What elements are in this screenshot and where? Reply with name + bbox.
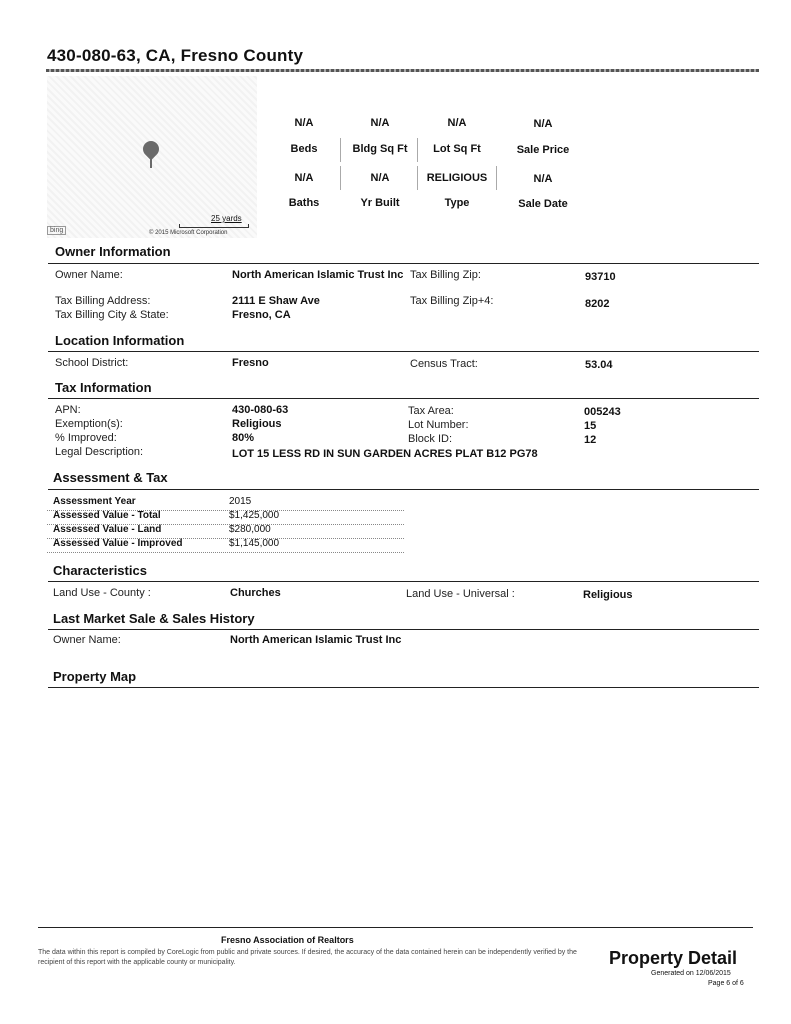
page-title: 430-080-63, CA, Fresno County (47, 46, 304, 65)
section-divider (48, 263, 759, 264)
stats-divider (417, 166, 418, 190)
legal-description-label: Legal Description: (55, 446, 144, 458)
tax-billing-address-label: Tax Billing Address: (55, 295, 151, 307)
assessment-row-value: $280,000 (229, 524, 271, 535)
sales-owner-name-label: Owner Name: (53, 634, 121, 646)
assessment-row-label: Assessed Value - Improved (53, 538, 183, 549)
land-use-universal-value: Religious (583, 589, 633, 601)
land-use-county-label: Land Use - County : (53, 587, 151, 599)
exemption-value: Religious (232, 418, 282, 430)
stats-divider (496, 166, 497, 190)
map-scale-bar (179, 224, 249, 228)
assessment-row (47, 496, 404, 511)
characteristics-heading: Characteristics (53, 563, 147, 578)
footer-disclaimer: The data within this report is compiled by CoreLogic from public and private sources. If desired, the accuracy of the data contained herein can be independently verified by the recipient of this report with the applicable county or municipality. (38, 949, 577, 966)
section-divider (48, 351, 759, 352)
apn-value: 430-080-63 (232, 404, 289, 416)
report-title: Property Detail (609, 948, 738, 968)
sale-price-label: Sale Price (516, 144, 570, 156)
owner-name-label: Owner Name: (55, 269, 123, 281)
section-divider (48, 398, 759, 399)
apn-label: APN: (55, 404, 81, 416)
map-provider-logo: bing (47, 226, 66, 235)
owner-name-value: North American Islamic Trust Inc (232, 269, 404, 281)
bldg-sqft-label: Bldg Sq Ft (352, 143, 408, 155)
assessment-row-value: 2015 (229, 496, 252, 507)
yr-built-label: Yr Built (360, 197, 400, 209)
stats-divider (340, 138, 341, 162)
lot-number-label: Lot Number: (408, 419, 469, 431)
section-divider (48, 489, 759, 490)
assessment-row-value: $1,145,000 (229, 538, 280, 549)
school-district-label: School District: (55, 357, 129, 369)
lot-sqft-label: Lot Sq Ft (433, 143, 481, 155)
improved-value: 80% (232, 432, 255, 444)
section-divider (48, 629, 759, 630)
beds-value: N/A (294, 117, 314, 129)
beds-label: Beds (290, 143, 318, 155)
baths-value: N/A (294, 172, 314, 184)
property-map-heading: Property Map (53, 669, 137, 684)
sales-owner-name-value: North American Islamic Trust Inc (230, 634, 402, 646)
sale-date-label: Sale Date (518, 198, 568, 210)
map-pin-stem (150, 156, 152, 168)
generated-date: Generated on 12/06/2015 (651, 970, 731, 977)
lot-sqft-value: N/A (447, 117, 467, 129)
yr-built-value: N/A (370, 172, 390, 184)
land-use-county-value: Churches (230, 587, 281, 599)
tax-billing-city-value: Fresno, CA (232, 309, 291, 321)
tax-area-label: Tax Area: (408, 405, 454, 417)
type-value: RELIGIOUS (426, 172, 488, 184)
sales-history-heading: Last Market Sale & Sales History (53, 611, 255, 626)
assessment-row (47, 524, 404, 539)
sale-price-value: N/A (533, 118, 553, 130)
assessment-row (47, 538, 404, 553)
page-number: Page 6 of 6 (708, 980, 744, 987)
type-label: Type (444, 197, 470, 209)
tax-area-value: 005243 (584, 406, 621, 418)
location-map[interactable] (47, 76, 257, 238)
tax-billing-city-label: Tax Billing City & State: (55, 309, 169, 321)
block-id-label: Block ID: (408, 433, 453, 445)
tax-billing-zip-value: 93710 (585, 271, 616, 283)
census-tract-label: Census Tract: (410, 358, 478, 370)
improved-label: % Improved: (55, 432, 117, 444)
owner-info-heading: Owner Information (55, 244, 171, 259)
assessment-row-value: $1,425,000 (229, 510, 280, 521)
location-info-heading: Location Information (55, 333, 185, 348)
baths-label: Baths (288, 197, 320, 209)
section-divider (48, 687, 759, 688)
tax-billing-address-value: 2111 E Shaw Ave (232, 295, 320, 307)
assessment-row-label: Assessed Value - Total (53, 510, 161, 521)
footer-organization: Fresno Association of Realtors (221, 935, 354, 945)
assessment-heading: Assessment & Tax (53, 470, 168, 485)
census-tract-value: 53.04 (585, 359, 613, 371)
assessment-row-label: Assessed Value - Land (53, 524, 162, 535)
assessment-row (47, 510, 404, 525)
stats-divider (417, 138, 418, 162)
sale-date-value: N/A (533, 173, 553, 185)
bldg-sqft-value: N/A (370, 117, 390, 129)
land-use-universal-label: Land Use - Universal : (406, 588, 515, 600)
tax-billing-zip-label: Tax Billing Zip: (410, 269, 481, 281)
tax-billing-zip4-value: 8202 (585, 298, 610, 310)
section-divider (48, 581, 759, 582)
footer-divider (38, 927, 753, 928)
tax-billing-zip4-label: Tax Billing Zip+4: (410, 295, 494, 307)
title-divider (46, 69, 759, 72)
map-scale-label: 25 yards (211, 214, 242, 223)
lot-number-value: 15 (584, 420, 597, 432)
assessment-row-label: Assessment Year (53, 496, 136, 507)
map-copyright: © 2015 Microsoft Corporation (149, 230, 228, 236)
school-district-value: Fresno (232, 357, 269, 369)
block-id-value: 12 (584, 434, 597, 446)
stats-divider (340, 166, 341, 190)
legal-description-value: LOT 15 LESS RD IN SUN GARDEN ACRES PLAT B12 PG78 (232, 448, 538, 460)
tax-info-heading: Tax Information (55, 380, 152, 395)
exemption-label: Exemption(s): (55, 418, 123, 430)
